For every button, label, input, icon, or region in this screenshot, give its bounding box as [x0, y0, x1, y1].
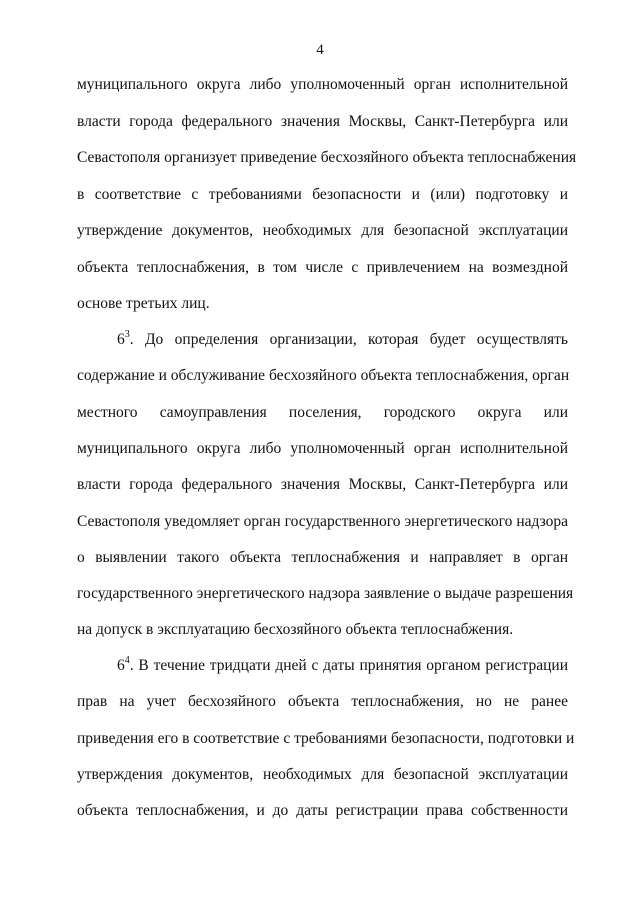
- text-line: власти города федерального значения Москвы, Санкт-Петербурга или: [77, 113, 568, 130]
- text-line: содержание и обслуживание бесхозяйного объекта теплоснабжения, орган: [77, 367, 570, 384]
- text-line: приведения его в соответствие с требованиями безопасности, подготовки и: [77, 730, 575, 747]
- text-line: объекта теплоснабжения, и до даты регистрации права собственности: [77, 802, 568, 819]
- paragraph-first-line: [117, 656, 568, 676]
- paragraph-number: 6: [117, 331, 125, 348]
- text-line: на допуск в эксплуатацию бесхозяйного объекта теплоснабжения.: [77, 621, 514, 638]
- paragraph-number: 6: [117, 657, 125, 674]
- text-line: муниципального округа либо уполномоченный орган исполнительной: [77, 76, 568, 93]
- paragraph-first-line: [117, 330, 568, 350]
- text-line: утверждение документов, необходимых для безопасной эксплуатации: [77, 222, 568, 239]
- text-line: Севастополя уведомляет орган государственного энергетического надзора: [77, 513, 568, 530]
- text-line: утверждения документов, необходимых для безопасной эксплуатации: [77, 766, 568, 783]
- text-line: о выявлении такого объекта теплоснабжения и направляет в орган: [77, 549, 568, 566]
- text-line: местного самоуправления поселения, городского округа или: [77, 404, 568, 421]
- text-line: основе третьих лиц.: [77, 295, 210, 312]
- text-line: . В течение тридцати дней с даты принятия органом регистрации: [129, 657, 568, 674]
- text-line: . До определения организации, которая будет осуществлять: [129, 331, 568, 348]
- text-line: Севастополя организует приведение бесхозяйного объекта теплоснабжения: [77, 149, 577, 166]
- text-line: прав на учет бесхозяйного объекта теплоснабжения, но не ранее: [77, 693, 568, 710]
- text-line: в соответствие с требованиями безопасности и (или) подготовку и: [77, 186, 568, 203]
- text-line: муниципального округа либо уполномоченный орган исполнительной: [77, 440, 568, 457]
- paragraph-number-superscript: 4: [124, 654, 130, 666]
- paragraph-number-superscript: 3: [124, 328, 130, 340]
- text-line: власти города федерального значения Москвы, Санкт-Петербурга или: [77, 476, 568, 493]
- text-line: объекта теплоснабжения, в том числе с привлечением на возмездной: [77, 259, 568, 276]
- text-line: государственного энергетического надзора заявление о выдаче разрешения: [77, 585, 574, 602]
- page-number: 4: [316, 42, 324, 58]
